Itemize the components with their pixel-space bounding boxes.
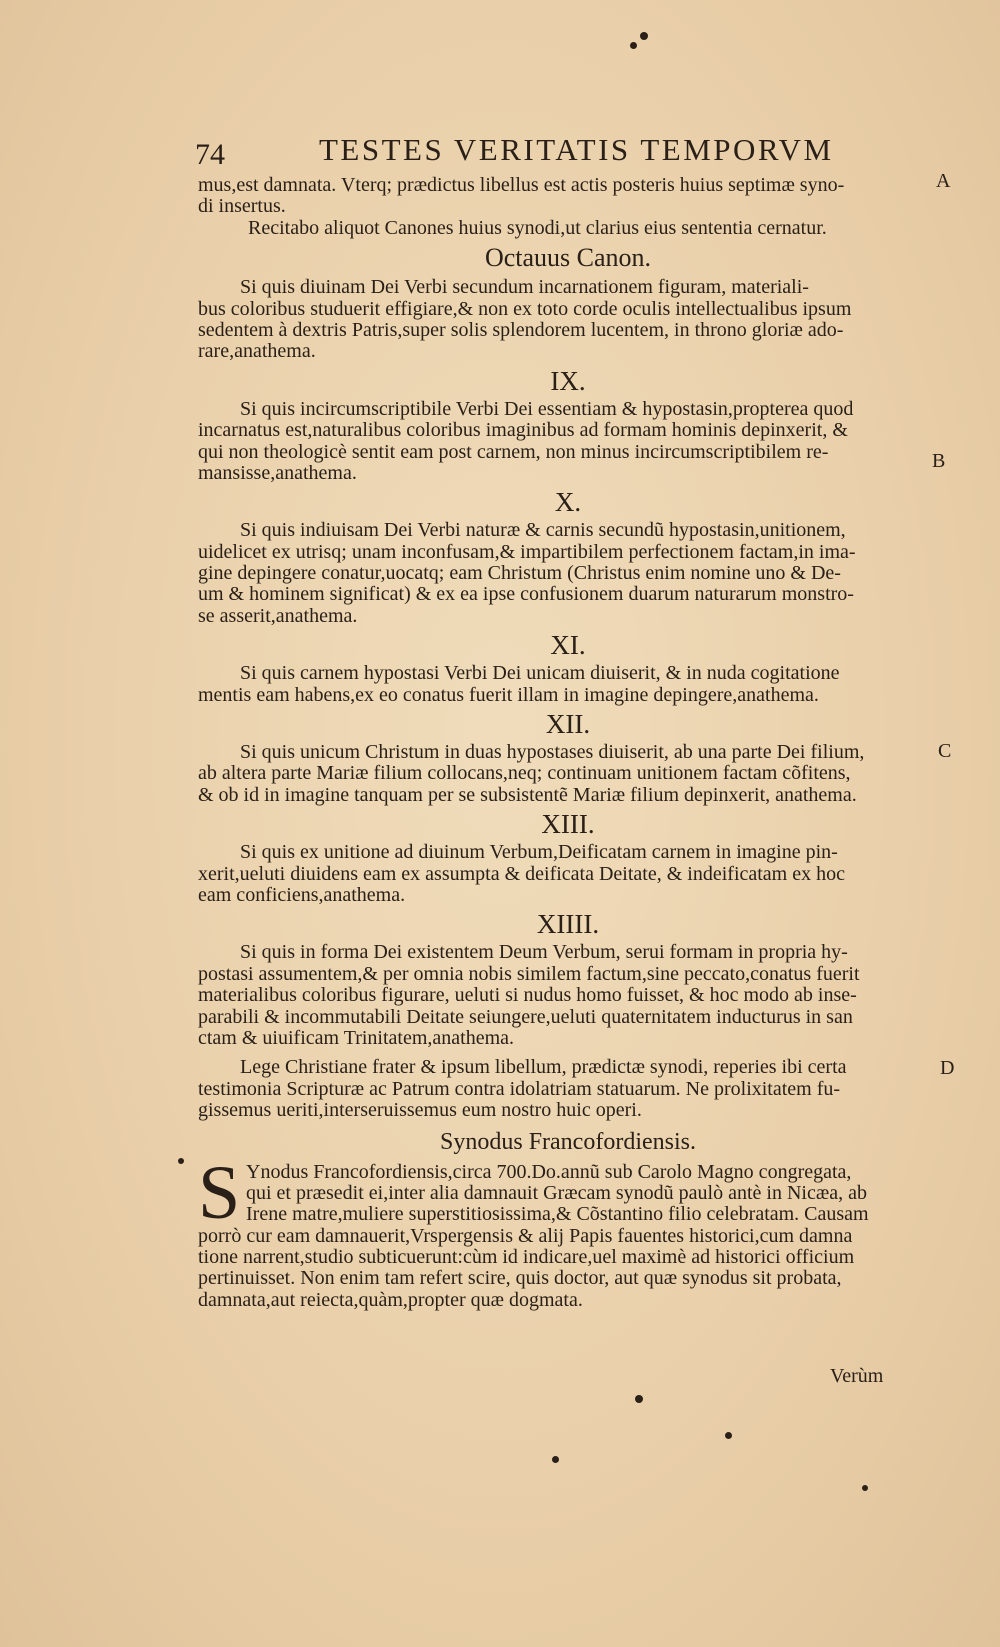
ink-speck — [630, 42, 637, 49]
synodus-line: Ynodus Francofordiensis,circa 700.Do.annũ sub Carolo Magno congregata, — [246, 1160, 852, 1183]
lege-line: Lege Christiane frater & ipsum libellum, prædictæ synodi, reperies ibi certa — [240, 1056, 847, 1079]
canon-13-line: eam conficiens,anathema. — [198, 883, 406, 906]
ink-speck — [725, 1432, 732, 1439]
margin-letter-d: D — [940, 1057, 955, 1079]
ink-speck — [635, 1395, 643, 1403]
canon-number-9: IX. — [550, 365, 586, 396]
canon-8-line: sedentem à dextris Patris,super solis splendorem lucentem, in throno gloriæ ado- — [198, 318, 844, 341]
canon-8-line: Si quis diuinam Dei Verbi secundum incarnationem figuram, materiali- — [240, 276, 809, 299]
synodus-line: qui et præsedit ei,inter alia damnauit Græcam synodũ paulò antè in Nicæa, ab — [246, 1181, 867, 1204]
lege-line: gissemus ueriti,interseruissemus eum nostro huic operi. — [198, 1099, 642, 1122]
canon-14-line: Si quis in forma Dei existentem Deum Verbum, serui formam in propria hy- — [240, 941, 848, 964]
canon-12-line: & ob id in imagine tanquam per se subsistentẽ Mariæ filium depinxerit, anathema. — [198, 783, 857, 806]
synodus-line: porrò cur eam damnauerit,Vrspergensis & alij Papis fauentes historici,cum damna — [198, 1224, 853, 1247]
canon-number-12: XII. — [545, 709, 591, 740]
canon-14-line: postasi assumentem,& per omnia nobis similem factum,sine peccato,conatus fuerit — [198, 962, 860, 985]
octauus-canon-heading: Octauus Canon. — [484, 243, 652, 273]
synodus-heading: Synodus Francofordiensis. — [440, 1128, 696, 1155]
ink-speck — [552, 1456, 559, 1463]
ink-speck — [640, 32, 648, 40]
canon-10-line: uidelicet ex utrisq; unam inconfusam,& impartibilem perfectionem factam,in ima- — [198, 540, 856, 563]
canon-10-line: um & hominem significat) & ex ea ipse confusionem duarum naturarum monstro- — [198, 583, 854, 606]
canon-9-line: Si quis incircumscriptibile Verbi Dei essentiam & hypostasin,propterea quod — [240, 397, 854, 420]
page-number: 74 — [195, 138, 225, 171]
canon-10-line: Si quis indiuisam Dei Verbi naturæ & carnis secundũ hypostasin,unitionem, — [240, 519, 846, 542]
canon-number-10: X. — [554, 487, 582, 518]
canon-number-11: XI. — [550, 630, 586, 661]
canon-10-line: se asserit,anathema. — [198, 604, 358, 627]
canon-9-line: mansisse,anathema. — [198, 461, 357, 484]
synodus-line: Irene matre,muliere superstitiosissima,& Cõstantino filio celebratam. Causam — [246, 1203, 869, 1226]
canon-9-line: incarnatus est,naturalibus coloribus imaginibus ad formam hominis depinxerit, & — [198, 419, 848, 442]
canon-14-line: parabili & incommutabili Deitate seiungere,ueluti quaternitatem inducturus in san — [198, 1005, 853, 1028]
margin-letter-b: B — [932, 450, 946, 472]
canon-11-line: Si quis carnem hypostasi Verbi Dei unicam diuiserit, & in nuda cogitatione — [240, 662, 840, 685]
canon-11-line: mentis eam habens,ex eo conatus fuerit illam in imagine depingere,anathema. — [198, 683, 819, 706]
synodus-line: pertinuisset. Non enim tam refert scire, quis doctor, aut quæ synodus sit probata, — [198, 1267, 842, 1290]
page-header — [195, 128, 875, 170]
recitabo-line: Recitabo aliquot Canones huius synodi,ut clarius eius sententia cernatur. — [248, 216, 827, 239]
canon-14-line: ctam & uiuificam Trinitatem,anathema. — [198, 1026, 515, 1049]
canon-10-line: gine depingere conatur,uocatq; eam Christum (Christus enim nomine uno & De- — [198, 562, 841, 585]
ink-speck — [862, 1485, 868, 1491]
text-line: mus,est damnata. Vterq; prædictus libellus est actis posteris huius septimæ syno- — [198, 174, 845, 196]
canon-9-line: qui non theologicè sentit eam post carnem, non minus incircumscriptibilem re- — [198, 440, 829, 463]
canon-number-14: XIIII. — [536, 909, 600, 940]
ink-speck — [178, 1158, 184, 1164]
drop-cap: S — [198, 1150, 241, 1235]
synodus-line: damnata,aut reiecta,quàm,propter quæ dogmata. — [198, 1288, 583, 1311]
margin-letter-c: C — [938, 740, 952, 762]
synodus-paragraph — [198, 1150, 938, 1312]
main-text — [198, 175, 938, 1311]
catchword: Verùm — [830, 1365, 884, 1387]
canon-13-line: Si quis ex unitione ad diuinum Verbum,Deificatam carnem in imagine pin- — [240, 841, 838, 864]
canon-12-line: Si quis unicum Christum in duas hypostases diuiserit, ab una parte Dei filium, — [240, 741, 865, 764]
canon-12-line: ab altera parte Mariæ filium collocans,neq; continuam unitionem factam cõfitens, — [198, 762, 851, 785]
text-line: di insertus. — [198, 195, 286, 218]
margin-letter-a: A — [936, 170, 951, 192]
canon-14-line: materialibus coloribus figurare, ueluti si nudus homo fuisset, & hoc modo ab inse- — [198, 984, 857, 1007]
synodus-line: tione narrent,studio subticuerunt:cùm id indicare,uel maximè ad historici officium — [198, 1246, 855, 1269]
canon-8-line: bus coloribus studuerit effigiare,& non ex toto corde oculis intellectualibus ipsum — [198, 297, 852, 320]
running-head: TESTES VERITATIS TEMPORVM — [319, 132, 834, 167]
canon-13-line: xerit,ueluti diuidens eam ex assumpta & deificata Deitate, & indeificatam ex hoc — [198, 862, 845, 885]
canon-number-13: XIII. — [541, 809, 595, 840]
lege-line: testimonia Scripturæ ac Patrum contra idolatriam statuarum. Ne prolixitatem fu- — [198, 1077, 841, 1100]
canon-8-line: rare,anathema. — [198, 340, 316, 363]
